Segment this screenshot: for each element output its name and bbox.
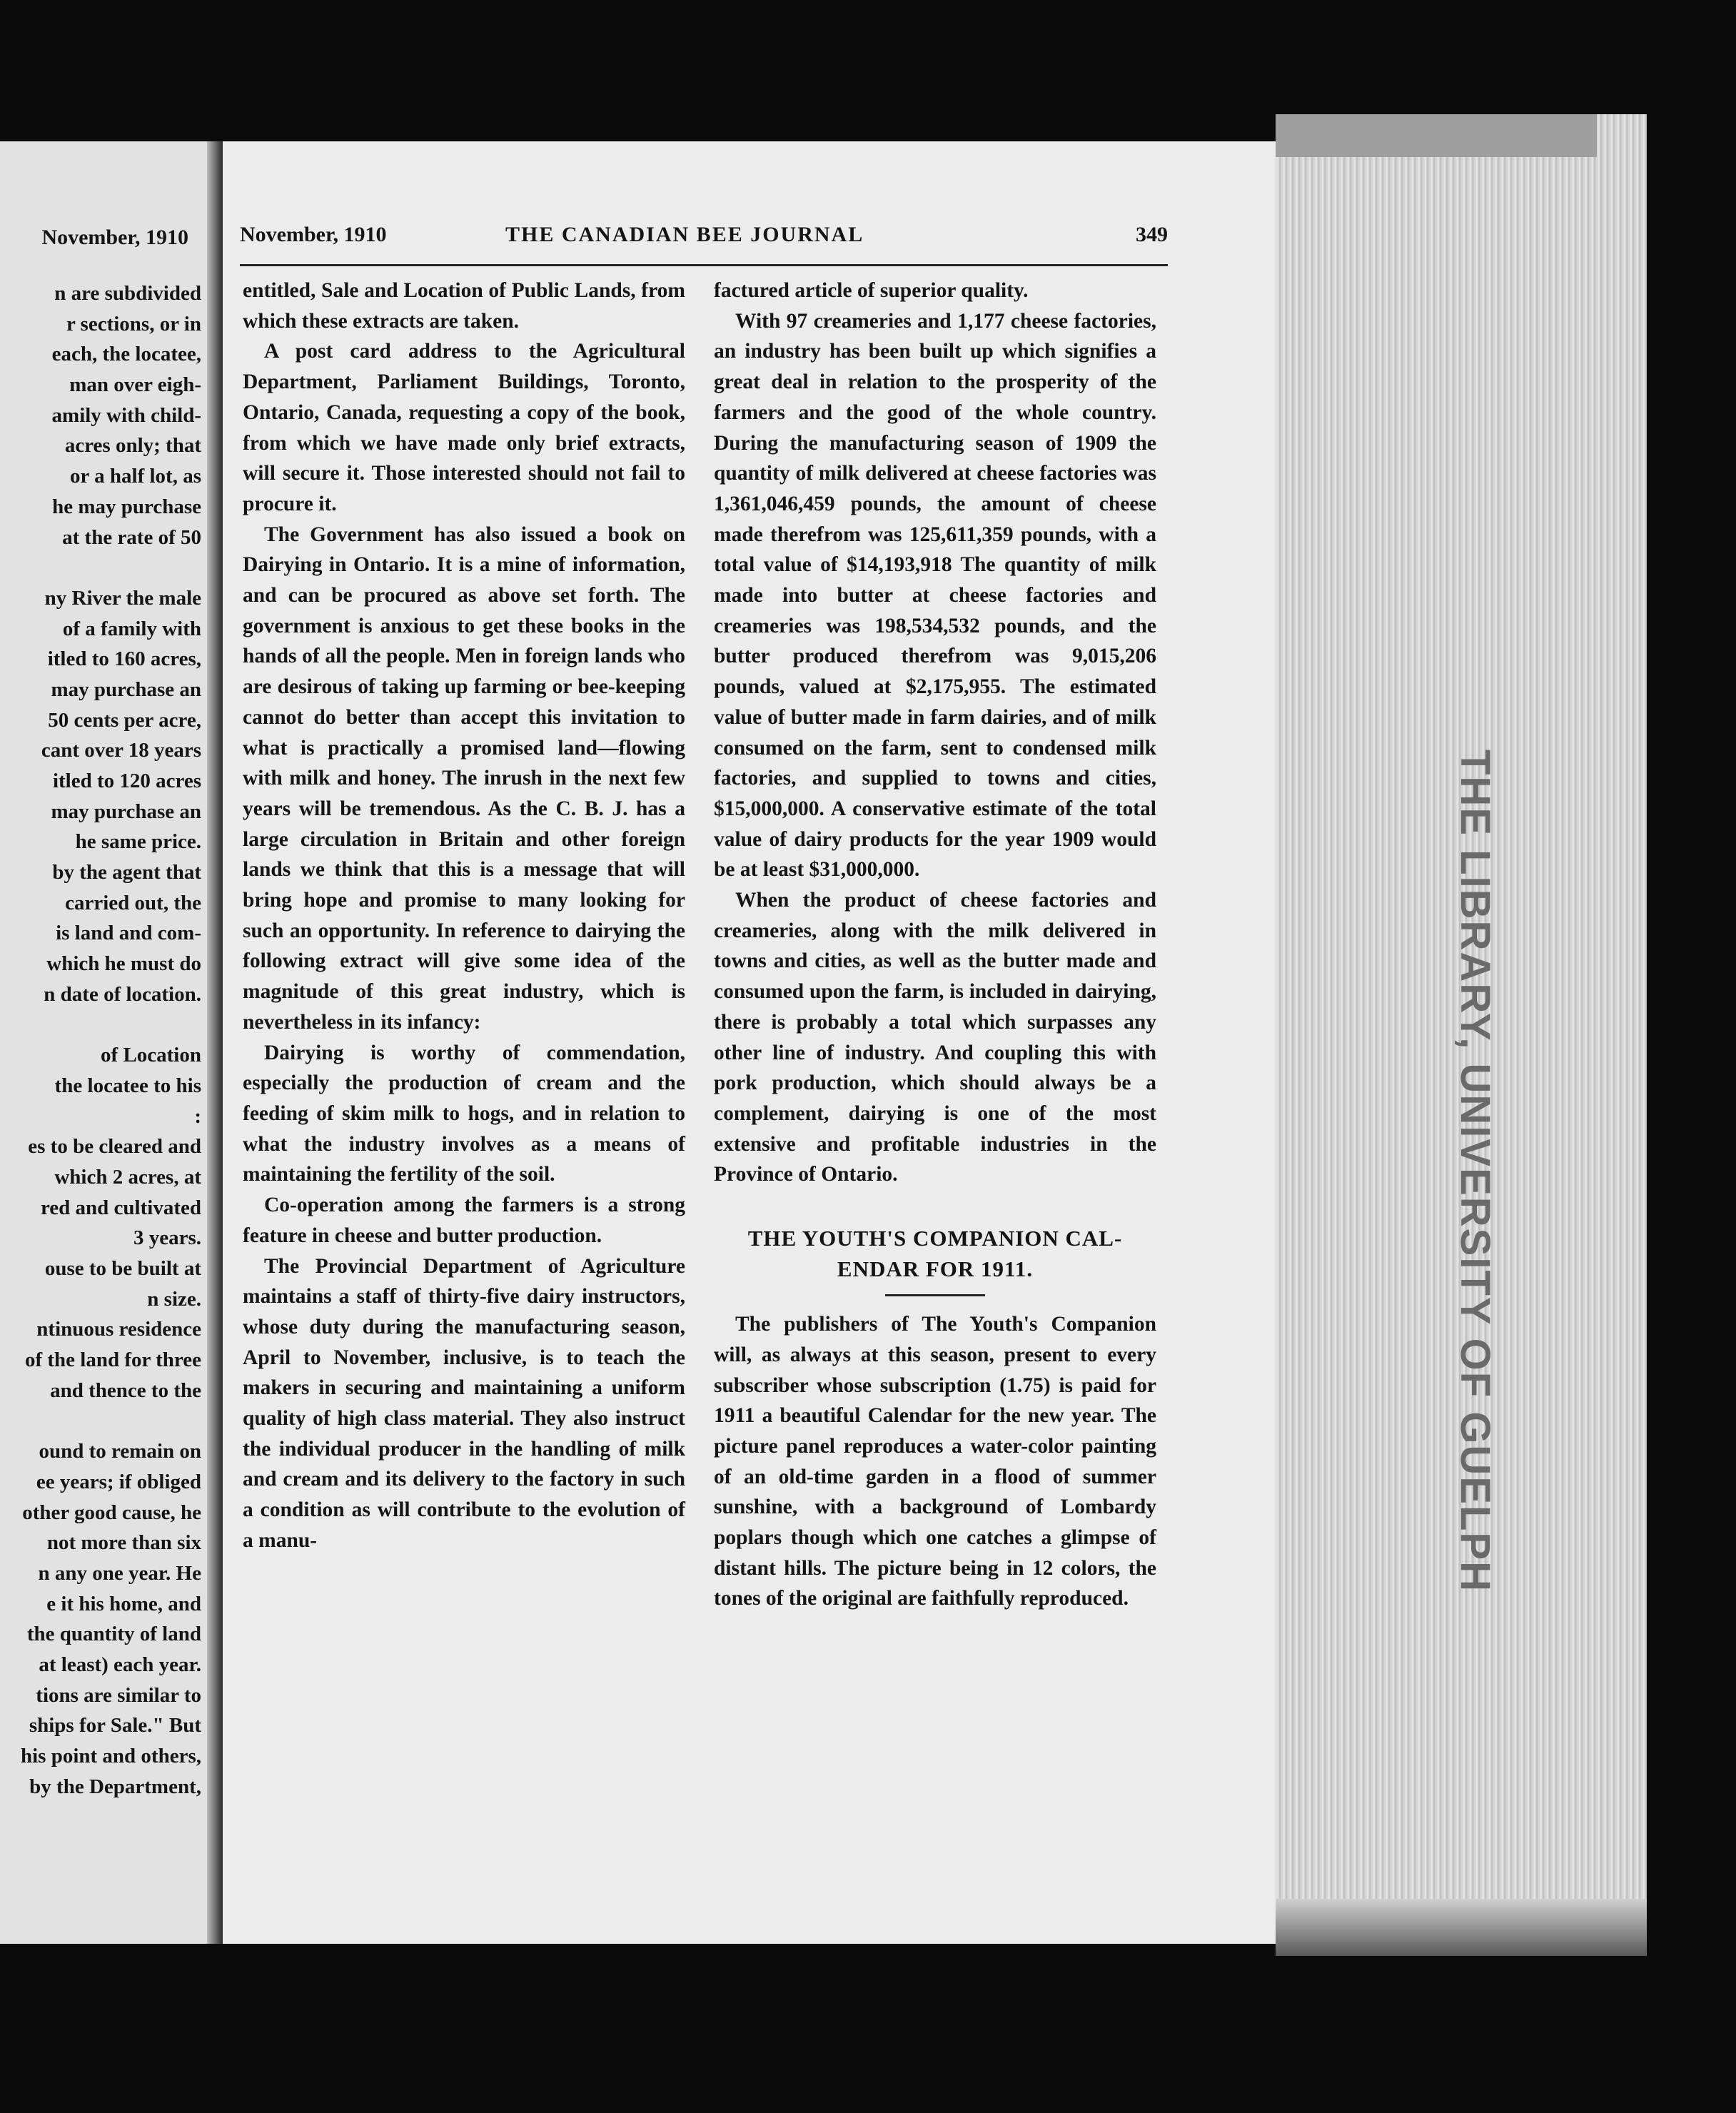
- paragraph: A post card address to the Agricultural Department, Parliament Buildings, Toronto, Ontario, Canada, requesting a copy of the book, from which we have made only brief extracts, will secure it. Those interested should not fail to procure it.: [243, 340, 685, 515]
- left-page-line: the quantity of land: [26, 1623, 201, 1646]
- left-page-line: n date of location.: [44, 982, 201, 1006]
- paragraph: With 97 creameries and 1,177 cheese factories, an industry has been built up which signifies a great deal in relation to the prosperity of the farmers and the good of the whole country. During the manufacturing season of 1909 the quantity of milk delivered at cheese factories was 1,361,046,459 pounds, the amount of cheese made therefrom was 125,611,359 pounds, with a total value of $14,193,918 The quantity of milk made into butter at cheese factories and creameries was 198,534,532 pounds, and the butter produced therefrom was 9,015,206 pounds, valued at $2,175,955. The estimated value of butter made in farm dairies, and of milk consumed on the farm, sent to condensed milk factories, and supplied to towns and cities, $15,000,000. A conservative estimate of the total value of dairy products for the year 1909 would be at least $31,000,000.: [714, 309, 1156, 882]
- left-page-line: carried out, the: [65, 891, 201, 914]
- left-page-header: November, 1910: [41, 226, 188, 249]
- section-title-line: THE YOUTH'S COMPANION CAL-: [747, 1226, 1123, 1251]
- left-page-line: ound to remain on: [39, 1440, 201, 1463]
- left-page-line: ny River the male: [44, 586, 201, 610]
- left-page-line: amily with child-: [51, 403, 201, 427]
- paragraph: Co-operation among the farmers is a strong feature in cheese and butter production.: [243, 1194, 685, 1247]
- left-page-line: he may purchase: [52, 495, 201, 518]
- paragraph: When the product of cheese factories and creameries, along with the milk delivered in towns and cities, as well as the butter made and consumed upon the farm, is included in dairying, there is probably a total which surpasses any other line of industry. And coupling this with pork production, which should always be a complement, dairying is one of the most extensive and profitable industries in the Province of Ontario.: [714, 889, 1156, 1186]
- left-page-line: not more than six: [46, 1531, 201, 1555]
- running-head: [240, 223, 1168, 258]
- left-page-line: red and cultivated: [40, 1196, 201, 1219]
- left-page-line: itled to 160 acres,: [47, 647, 201, 671]
- header-rule: [240, 264, 1168, 266]
- left-page-line: tions are similar to: [36, 1683, 201, 1707]
- left-page-line: by the agent that: [52, 861, 201, 884]
- page-number: 349: [1136, 223, 1168, 246]
- left-page-line: may purchase an: [51, 800, 201, 823]
- left-page-line: of Location: [101, 1044, 201, 1067]
- paragraph: The Provincial Department of Agriculture maintains a staff of thirty-five dairy instructors, whose duty during the manufacturing season, April to November, inclusive, is to teach the makers in securing and maintaining a uniform quality of high class material. They also instruct the individual producer in the handling of milk and cream and its delivery to the factory in such a condition as will contribute to the evolution of a manu-: [243, 1254, 685, 1552]
- left-page-line: other good cause, he: [22, 1501, 201, 1524]
- left-page-fragment: [0, 141, 214, 1944]
- title-rule: [885, 1294, 985, 1296]
- left-page-line: 50 cents per acre,: [48, 708, 201, 732]
- left-page-line: is land and com-: [56, 922, 201, 945]
- left-page-line: by the Department,: [29, 1775, 201, 1798]
- section-title: [714, 1223, 1156, 1284]
- left-page-line: man over eigh-: [69, 373, 201, 397]
- left-page-line: which 2 acres, at: [54, 1165, 201, 1189]
- left-page-text: [0, 278, 201, 1802]
- left-page-line: [0, 1406, 201, 1436]
- left-page-line: [0, 553, 201, 583]
- section-title-line: ENDAR FOR 1911.: [837, 1256, 1034, 1282]
- paragraph: Dairying is worthy of commendation, especially the production of cream and the feeding of skim milk to hogs, and in relation to what the industry involves as a means of maintaining the fertility of the soil.: [243, 1041, 685, 1186]
- paragraph: The Government has also issued a book on Dairying in Ontario. It is a mine of information, and can be procured as above set forth. The government is anxious to get these books in the hands of all the people. Men in foreign lands who are desirous of taking up farming or bee-keeping cannot do better than accept this invitation to what is practically a promised land—flowing with milk and honey. The inrush in the next few years will be tremendous. As the C. B. J. has a large circulation in Britain and other foreign lands we think that this is a message that will bring hope and promise to many looking for such an opportunity. In reference to dairying the following extract will give some idea of the magnitude of this great industry, which is nevertheless in its infancy:: [243, 523, 685, 1034]
- left-page-line: 3 years.: [133, 1226, 201, 1250]
- left-page-line: n are subdivided: [54, 282, 201, 305]
- column-left: [243, 276, 685, 1556]
- section-body: The publishers of The Youth's Companion will, as always at this season, present to every subscriber whose subscription (1.75) is paid for 1911 a beautiful Calendar for the new year. The picture panel reproduces a water-color painting of an old-time garden in a flood of summer sunshine, with a background of Lombardy poplars though which one catches a glimpse of distant hills. The picture being in 12 colors, the tones of the original are faithfully reproduced.: [714, 1313, 1156, 1610]
- left-page-line: ee years; if obliged: [36, 1470, 201, 1493]
- page-block-bottom: [1276, 1899, 1647, 1956]
- left-page-line: which he must do: [46, 952, 201, 976]
- left-page-line: :: [194, 1104, 201, 1128]
- left-page-line: r sections, or in: [66, 312, 201, 336]
- left-page-line: at least) each year.: [39, 1653, 201, 1676]
- left-page-line: of a family with: [62, 617, 201, 640]
- library-stamp: THE LIBRARY, UNIVERSITY OF GUELPH: [1452, 750, 1498, 1593]
- paragraph: factured article of superior quality.: [714, 279, 1029, 302]
- left-page-line: at the rate of 50: [62, 525, 201, 549]
- page-block-top: [1276, 114, 1597, 157]
- left-page-line: ouse to be built at: [44, 1257, 201, 1280]
- paragraph: entitled, Sale and Location of Public Lands, from which these extracts are taken.: [243, 279, 685, 333]
- left-page-line: cant over 18 years: [41, 739, 201, 762]
- column-right: [714, 276, 1156, 1614]
- left-page-line: ships for Sale." But: [29, 1714, 201, 1738]
- journal-title: THE CANADIAN BEE JOURNAL: [505, 223, 864, 246]
- left-page-line: his point and others,: [20, 1745, 201, 1767]
- header-date: November, 1910: [240, 223, 387, 246]
- left-page-line: the locatee to his: [54, 1074, 201, 1097]
- left-page-line: itled to 120 acres: [52, 770, 201, 792]
- book-gutter: [207, 141, 223, 1944]
- left-page-line: of the land for three: [24, 1348, 201, 1372]
- left-page-line: [0, 1010, 201, 1041]
- left-page-line: ntinuous residence: [36, 1318, 201, 1341]
- left-page-line: or a half lot, as: [70, 465, 201, 488]
- left-page-line: may purchase an: [51, 677, 201, 701]
- left-page-line: es to be cleared and: [28, 1135, 201, 1159]
- left-page-line: and thence to the: [50, 1378, 201, 1402]
- left-page-line: e it his home, and: [46, 1592, 201, 1615]
- left-page-line: he same price.: [75, 830, 201, 854]
- left-page-line: n size.: [147, 1287, 201, 1311]
- left-page-line: n any one year. He: [38, 1561, 201, 1585]
- left-page-line: each, the locatee,: [51, 343, 201, 366]
- left-page-line: acres only; that: [64, 434, 201, 458]
